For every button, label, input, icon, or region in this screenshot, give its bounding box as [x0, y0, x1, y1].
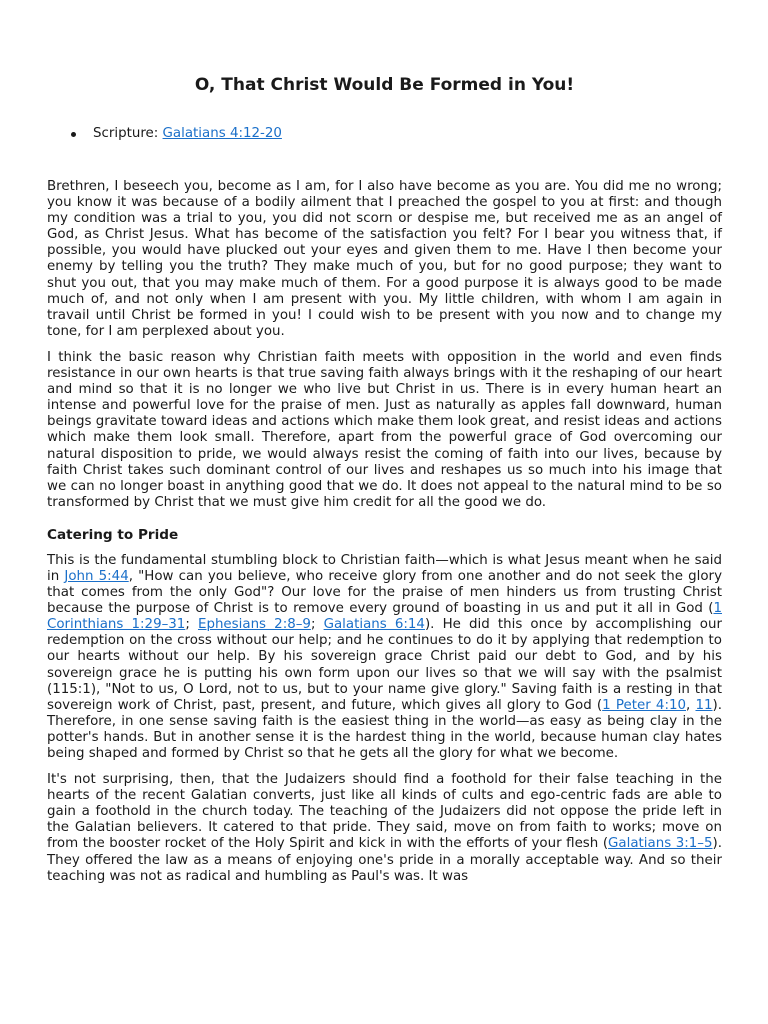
paragraph-2: I think the basic reason why Christian faith meets with opposition in the world and even finds resistance in our own hearts is that true saving faith always brings with it the reshaping of our heart and mind so that it is no longer we who live but Christ in us. There is in every human heart an intense and powerful love for the praise of men. Just as naturally as apples fall downward, human beings gravitate toward ideas and actions which make them look great, and resist ideas and actions which make them look small. Therefore, apart from the powerful grace of God overcoming our natural disposition to pride, we would always resist the coming of faith into our lives, because by faith Christ takes such dominant control of our lives and reshapes us so much into his image that we can no longer boast in anything good that we do. It does not appeal to the natural mind to be so transformed by Christ that we must give him credit for all the good we do. [47, 349, 722, 510]
page-title: O, That Christ Would Be Formed in You! [194, 75, 575, 95]
scripture-link-john[interactable]: John 5:44 [64, 568, 129, 584]
paragraph-text: ; [310, 617, 324, 633]
scripture-link-galatians-3[interactable]: Galatians 3:1–5 [608, 836, 713, 852]
paragraph-text: , [686, 697, 696, 713]
scripture-link-galatians-6[interactable]: Galatians 6:14 [323, 617, 425, 633]
paragraph-text: , "How can you believe, who receive glory from one another and do not seek the glory that comes from the only God"? Our love for the praise of men hinders us from trusting Christ because the purpose of Christ is to remove every ground of boasting in us and put it all in God ( [47, 568, 722, 617]
paragraph-text: It's not surprising, then, that the Judaizers should find a foothold for their false teaching in the hearts of the recent Galatian converts, just like all kinds of cults and ego-centric fads are able to gain a foothold in the church today. The teaching of the Judaizers did not oppose the pride left in the Galatian believers. It catered to that pride. They said, move on from faith to works; move on from the booster rocket of the Holy Spirit and kick in with the efforts of your flesh ( [47, 772, 722, 852]
meta-list [47, 124, 722, 144]
paragraph-text: ; [185, 617, 198, 633]
article-body [47, 179, 722, 885]
paragraph-text: This is the fundamental stumbling block to Christian faith—which is what Jesus meant when he said in [47, 552, 722, 584]
scripture-link-ephesians[interactable]: Ephesians 2:8–9 [197, 617, 311, 633]
paragraph-1: Brethren, I beseech you, become as I am, for I also have become as you are. You did me no wrong; you know it was because of a bodily ailment that I preached the gospel to you at first: and though my condition was a trial to you, you did not scorn or despise me, but received me as an angel of God, as Christ Jesus. What has become of the satisfaction you felt? For I bear you witness that, if possible, you would have plucked out your eyes and given them to me. Have I then become your enemy by telling you the truth? They make much of you, but for no good purpose; they want to shut you out, that you may make much of them. For a good purpose it is always good to be made much of, and not only when I am present with you. My little children, with whom I am again in travail until Christ be formed in you! I could wish to be present with you now and to change my tone, for I am perplexed about you. [47, 179, 722, 339]
scripture-link-1-peter[interactable]: 1 Peter 4:10 [602, 697, 686, 713]
paragraph-4 [47, 772, 722, 885]
paragraph-text: ). Therefore, in one sense saving faith is the easiest thing in the world—as easy as being clay in the potter's hands. But in another sense it is the hardest thing in the world, because human clay hates being shaped and formed by Christ so that he gets all the glory for what we become. [47, 697, 723, 761]
section-heading: Catering to Pride [47, 526, 179, 543]
scripture-link[interactable]: Galatians 4:12-20 [162, 126, 282, 141]
scripture-link-1-peter-11[interactable]: 11 [695, 697, 713, 713]
scripture-item [47, 124, 722, 144]
paragraph-text: ). They offered the law as a means of enjoying one's pride in a morally acceptable way. And so their teaching was not as radical and humbling as Paul's was. It was [47, 836, 722, 884]
scripture-link-1-corinthians[interactable]: 1 Corinthians 1:29–31 [47, 601, 722, 633]
scripture-label: Scripture: [93, 126, 163, 141]
paragraph-text: ). He did this once by accomplishing our redemption on the cross without our help; and he continues to do it by applying that redemption to our hearts without our help. By his sovereign grace Christ paid our debt to God, and by his sovereign grace he is putting his own form upon our lives so that we will say with the psalmist (115:1), "Not to us, O Lord, not to us, but to your name give glory." Saving faith is a resting in that sovereign work of Christ, past, present, and future, which gives all glory to God ( [47, 617, 722, 713]
paragraph-3 [47, 553, 722, 762]
